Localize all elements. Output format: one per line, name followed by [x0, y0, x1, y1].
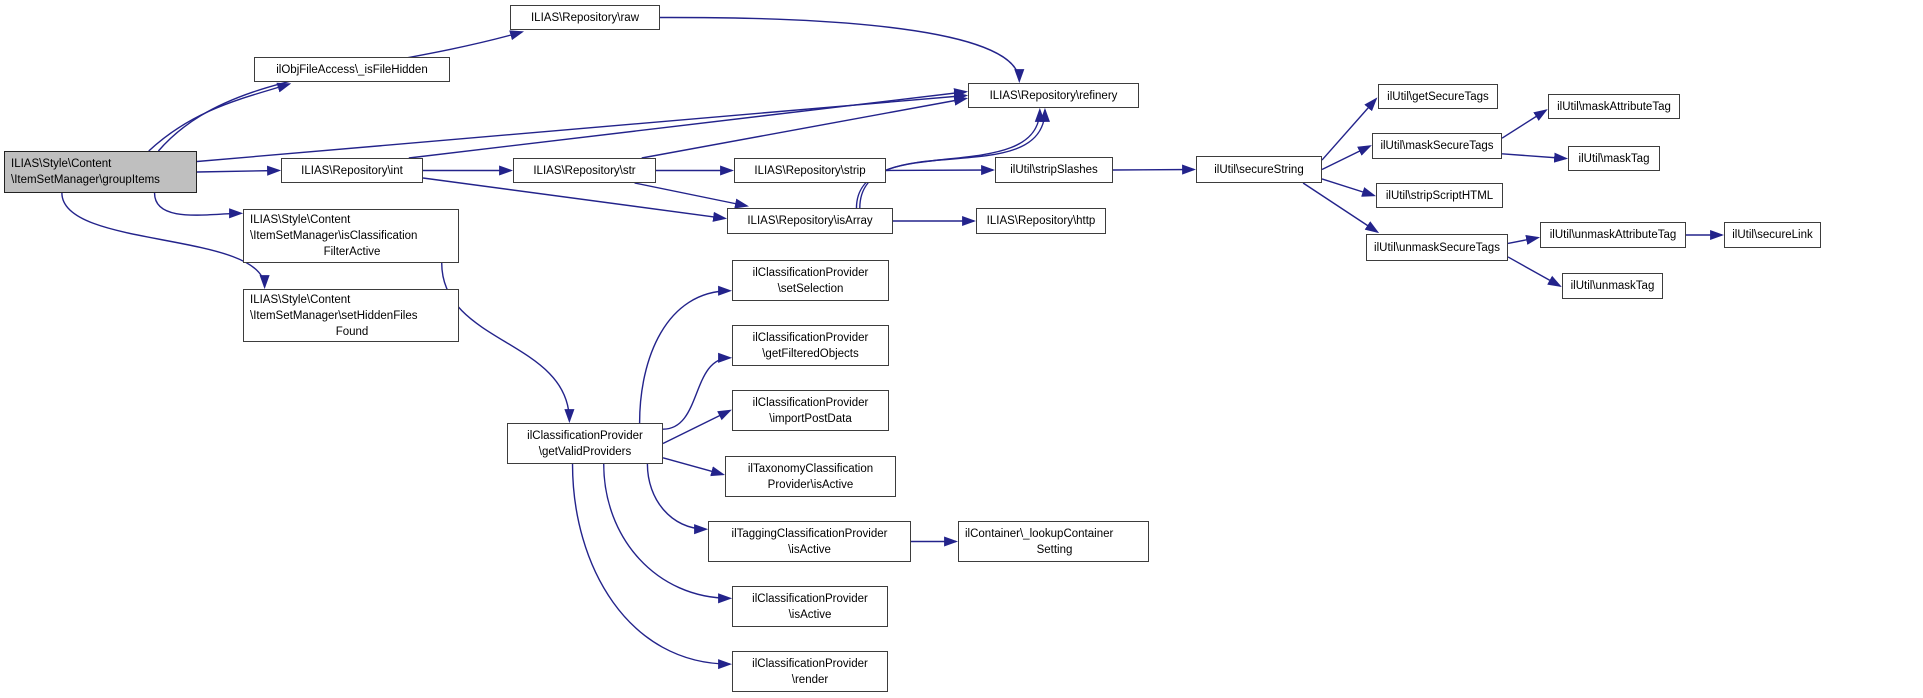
graph-node-get_secure_tags[interactable]	[1378, 84, 1498, 109]
graph-node-str[interactable]	[513, 158, 656, 183]
graph-node-unmask_attribute_tag[interactable]	[1540, 222, 1686, 248]
graph-edge-int-to-refinery	[409, 92, 966, 158]
graph-node-label: ILIAS\Style\Content	[250, 214, 351, 226]
graph-edge-raw-to-refinery	[660, 17, 1019, 81]
graph-node-label: ilUtil\unmaskSecureTags	[1374, 241, 1500, 254]
graph-node-label: \render	[791, 673, 829, 686]
graph-node-lookup_container_setting[interactable]	[958, 521, 1149, 562]
graph-node-tagging_is_active[interactable]	[708, 521, 911, 562]
graph-node-label: ilUtil\stripSlashes	[1010, 164, 1098, 176]
graph-node-set_hidden_files_found[interactable]	[243, 289, 459, 342]
graph-edge-get_valid_providers-to-taxonomy_is_active	[663, 458, 723, 475]
graph-node-label: ilUtil\stripScriptHTML	[1385, 189, 1494, 202]
graph-edge-str-to-refinery	[642, 99, 966, 159]
graph-node-unmask_secure_tags[interactable]	[1366, 234, 1508, 261]
graph-edge-group_items-to-set_hidden_files_found	[62, 193, 265, 287]
graph-edge-secure_string-to-strip_script_html	[1322, 179, 1374, 196]
graph-node-set_selection[interactable]	[732, 260, 889, 301]
graph-node-is_classification_filter_active[interactable]	[243, 209, 459, 263]
graph-edge-get_valid_providers-to-set_selection	[640, 291, 730, 423]
graph-node-unmask_tag[interactable]	[1562, 273, 1663, 299]
graph-node-label: FilterActive	[323, 246, 381, 258]
graph-edge-get_valid_providers-to-render	[573, 464, 730, 664]
graph-edge-get_valid_providers-to-tagging_is_active	[647, 464, 706, 529]
graph-node-label: ilClassificationProvider	[527, 429, 643, 442]
graph-node-label: \ItemSetManager\groupItems	[11, 174, 160, 186]
graph-node-label: ILIAS\Repository\raw	[530, 11, 639, 24]
graph-node-label: ilClassificationProvider	[752, 266, 869, 279]
graph-node-label: \isActive	[788, 608, 832, 621]
graph-node-label: Setting	[1036, 543, 1073, 556]
graph-node-int[interactable]	[281, 158, 423, 183]
graph-node-label: ilUtil\secureString	[1214, 163, 1304, 176]
graph-node-label: ilTaxonomyClassification	[747, 462, 874, 475]
graph-edge-secure_string-to-mask_secure_tags	[1322, 146, 1370, 170]
graph-edge-group_items-to-int	[197, 171, 279, 173]
graph-edge-secure_string-to-get_secure_tags	[1322, 99, 1376, 160]
graph-node-label: Provider\isActive	[767, 478, 854, 491]
graph-node-label: ILIAS\Repository\refinery	[989, 89, 1118, 102]
graph-edge-unmask_secure_tags-to-unmask_attribute_tag	[1508, 238, 1538, 244]
graph-node-label: ILIAS\Repository\str	[533, 164, 636, 177]
graph-node-http[interactable]	[976, 208, 1106, 234]
graph-node-label: ilContainer\_lookupContainer	[965, 527, 1114, 540]
graph-node-raw[interactable]	[510, 5, 660, 30]
graph-node-secure_string[interactable]	[1196, 156, 1322, 183]
graph-node-label: ILIAS\Repository\int	[301, 164, 403, 177]
graph-node-label: ilClassificationProvider	[752, 592, 868, 605]
graph-node-label: ilUtil\maskAttributeTag	[1557, 100, 1671, 113]
graph-node-mask_tag[interactable]	[1568, 146, 1660, 171]
graph-edge-is_classification_filter_active-to-get_valid_providers	[442, 263, 570, 421]
graph-node-label: ilUtil\maskTag	[1578, 152, 1650, 165]
graph-node-strip_script_html[interactable]	[1376, 183, 1503, 208]
graph-node-get_filtered_objects[interactable]	[732, 325, 889, 366]
graph-node-label: ilClassificationProvider	[752, 396, 869, 409]
graph-edge-str-to-is_array	[635, 183, 747, 206]
graph-node-label: ilUtil\unmaskAttributeTag	[1549, 229, 1677, 241]
graph-node-label: \getFilteredObjects	[762, 347, 859, 360]
graph-node-get_valid_providers[interactable]	[507, 423, 663, 464]
graph-node-label: ILIAS\Style\Content	[250, 293, 351, 306]
graph-node-refinery[interactable]	[968, 83, 1139, 108]
graph-edge-group_items-to-raw	[158, 32, 522, 151]
graph-node-label: ILIAS\Style\Content	[11, 158, 112, 170]
graph-node-label: \isActive	[788, 543, 831, 556]
graph-edge-strip-to-strip_slashes	[886, 170, 993, 171]
graph-node-strip_slashes[interactable]	[995, 157, 1113, 183]
graph-edge-secure_string-to-unmask_secure_tags	[1303, 183, 1377, 232]
graph-node-mask_attribute_tag[interactable]	[1548, 94, 1680, 119]
graph-node-taxonomy_is_active[interactable]	[725, 456, 896, 497]
graph-node-is_array[interactable]	[727, 208, 893, 234]
graph-edge-get_valid_providers-to-get_filtered_objects	[663, 358, 730, 429]
graph-edge-group_items-to-is_classification_filter_active	[155, 193, 241, 215]
graph-node-label: ILIAS\Repository\isArray	[747, 215, 873, 227]
graph-node-provider_is_active[interactable]	[732, 586, 888, 627]
graph-node-label: \ItemSetManager\setHiddenFiles	[250, 309, 418, 322]
graph-node-label: Found	[335, 325, 369, 338]
graph-node-mask_secure_tags[interactable]	[1372, 133, 1502, 159]
graph-edge-mask_secure_tags-to-mask_tag	[1502, 154, 1566, 159]
graph-node-import_post_data[interactable]	[732, 390, 889, 431]
graph-edge-int-to-is_array	[423, 178, 725, 218]
graph-node-label: ilUtil\maskSecureTags	[1380, 140, 1494, 152]
graph-node-label: \importPostData	[769, 412, 852, 425]
graph-edge-strip_slashes-to-secure_string	[1113, 170, 1194, 171]
graph-node-label: ILIAS\Repository\strip	[754, 164, 866, 177]
graph-node-label: \setSelection	[777, 282, 844, 295]
graph-node-label: ILIAS\Repository\http	[986, 215, 1096, 227]
graph-edge-group_items-to-is_file_hidden	[149, 84, 290, 151]
graph-node-label: \ItemSetManager\isClassification	[250, 230, 418, 242]
graph-edge-unmask_secure_tags-to-unmask_tag	[1508, 257, 1560, 286]
graph-node-label: ilTaggingClassificationProvider	[731, 527, 888, 540]
graph-node-label: ilUtil\secureLink	[1732, 229, 1813, 241]
graph-node-label: ilUtil\getSecureTags	[1387, 90, 1489, 103]
graph-node-render[interactable]	[732, 651, 888, 692]
graph-node-label: ilClassificationProvider	[752, 331, 869, 344]
graph-node-label: ilClassificationProvider	[752, 657, 868, 670]
graph-node-strip[interactable]	[734, 158, 886, 183]
graph-node-label: ilObjFileAccess\_isFileHidden	[276, 63, 428, 76]
graph-node-label: \getValidProviders	[538, 445, 632, 458]
graph-node-label: ilUtil\unmaskTag	[1570, 280, 1655, 292]
graph-node-group_items[interactable]	[4, 151, 197, 193]
graph-edge-mask_secure_tags-to-mask_attribute_tag	[1502, 110, 1546, 138]
graph-node-is_file_hidden[interactable]	[254, 57, 450, 82]
graph-node-secure_link[interactable]	[1724, 222, 1821, 248]
